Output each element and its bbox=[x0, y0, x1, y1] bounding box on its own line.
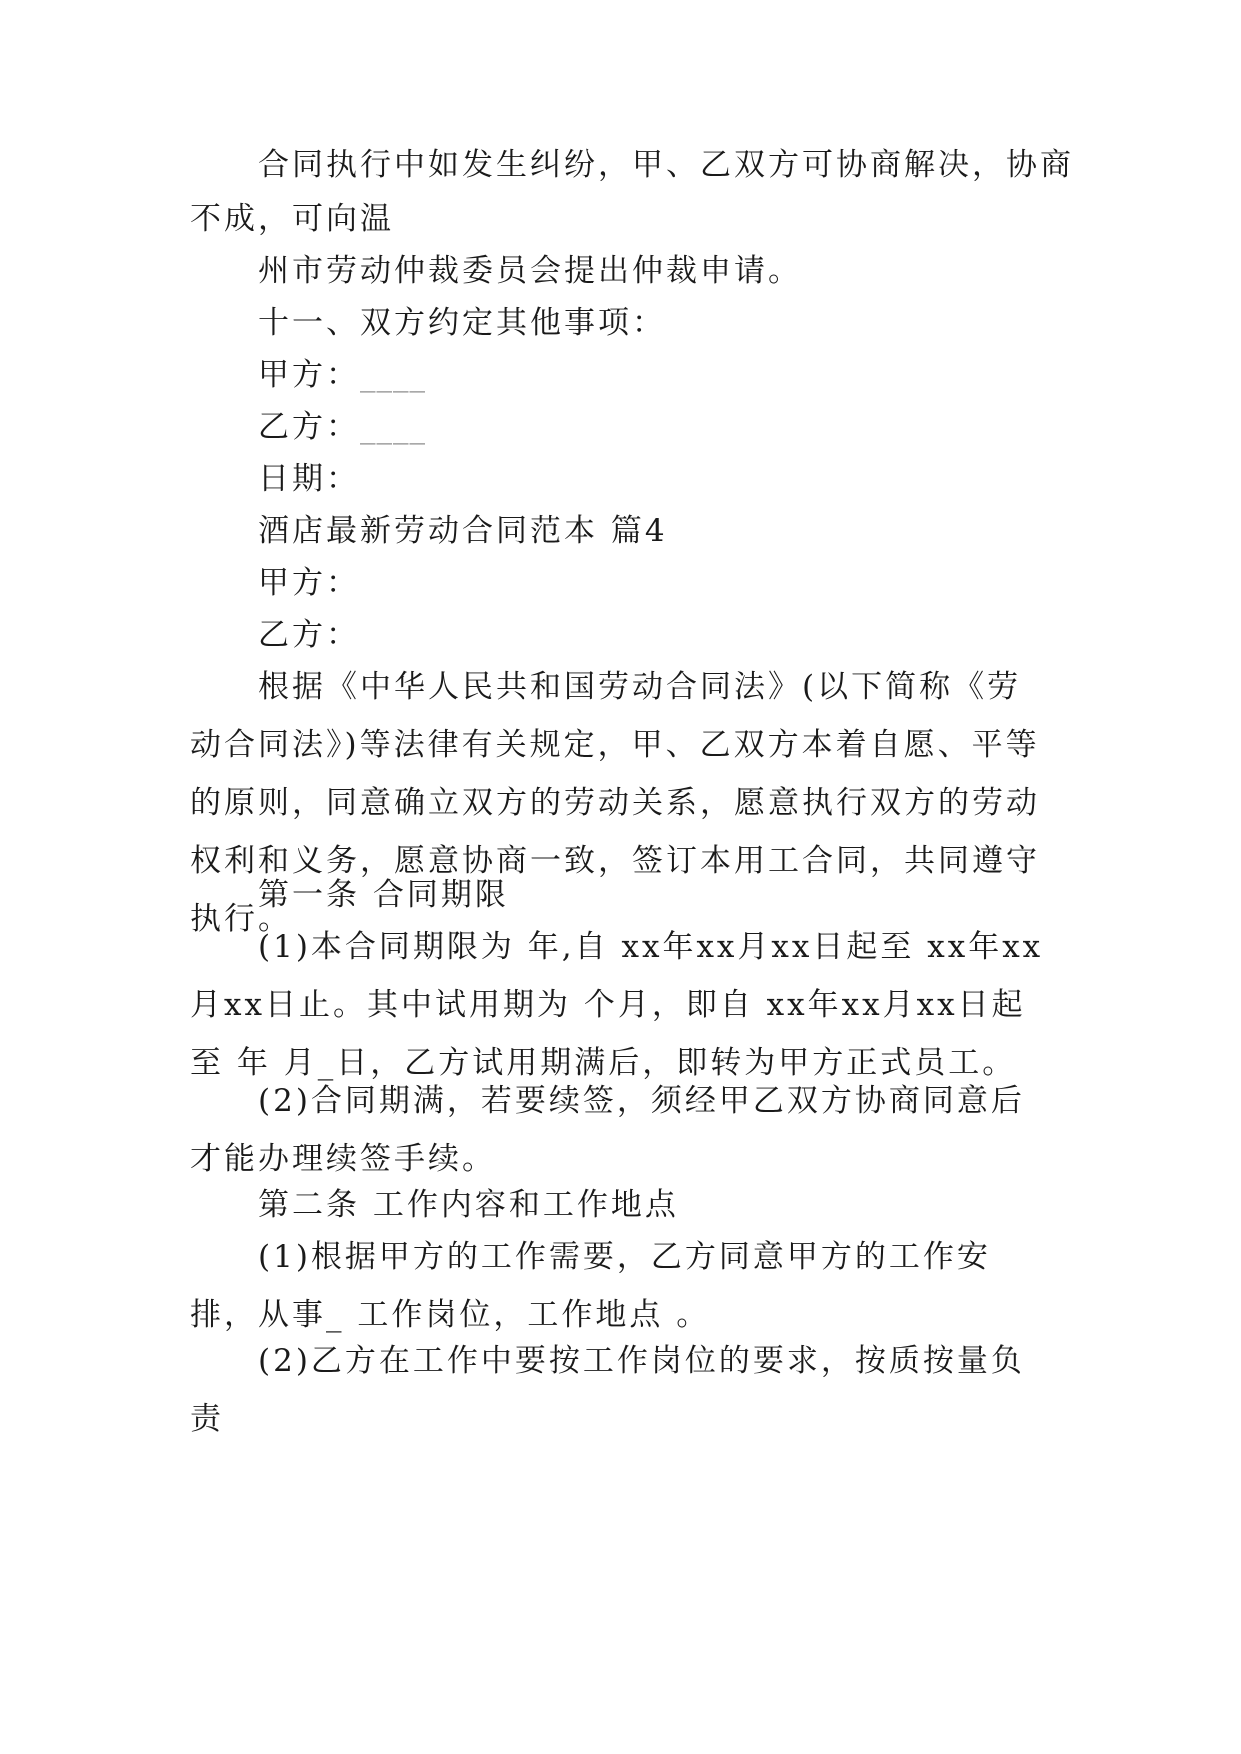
article-two-clause-2: (2)乙方在工作中要按工作岗位的要求，按质按量负责 bbox=[190, 1343, 1025, 1437]
paragraph-dispute-line1: 合同执行中如发生纠纷，甲、乙双方可协商解决，协商 bbox=[258, 147, 1074, 183]
signature-party-a bbox=[258, 346, 426, 404]
signature-party-b-blank: ____ bbox=[360, 409, 426, 445]
paragraph-arbitration: 州市劳动仲裁委员会提出仲裁申请。 bbox=[258, 253, 802, 289]
signature-party-b bbox=[258, 398, 426, 456]
party-b-label: 乙方： bbox=[258, 617, 360, 653]
contract-title: 酒店最新劳动合同范本 篇4 bbox=[258, 513, 668, 549]
article-one-heading: 第一条 合同期限 bbox=[258, 877, 509, 913]
article-two-heading: 第二条 工作内容和工作地点 bbox=[258, 1187, 679, 1223]
signature-date: 日期： bbox=[258, 461, 360, 497]
signature-party-a-label: 甲方： bbox=[258, 357, 360, 393]
paragraph-legal-basis: 根据《中华人民共和国劳动合同法》(以下简称《劳动合同法》)等法律有关规定，甲、乙双方本着自愿、平等的原则，同意确立双方的劳动关系，愿意执行双方的劳动权利和义务，愿意协商一致，签订本用工合同，共同遵守执行。 bbox=[190, 669, 1040, 937]
signature-party-b-label: 乙方： bbox=[258, 409, 360, 445]
article-one-clause-2: (2)合同期满，若要续签，须经甲乙双方协商同意后才能办理续签手续。 bbox=[190, 1083, 1025, 1177]
clause-eleven-heading: 十一、双方约定其他事项： bbox=[258, 305, 666, 341]
article-two-clause-1: (1)根据甲方的工作需要，乙方同意甲方的工作安排，从事_ 工作岗位，工作地点 。 bbox=[190, 1239, 991, 1333]
paragraph-dispute-line2: 不成，可向温 bbox=[190, 201, 394, 237]
party-a-label: 甲方： bbox=[258, 565, 360, 601]
article-one-clause-1: (1)本合同期限为 年,自 xx年xx月xx日起至 xx年xx月xx日止。其中试用期为 个月，即自 xx年xx月xx日起至 年 月_日，乙方试用期满后，即转为甲方正式员工。 bbox=[190, 929, 1044, 1081]
signature-party-a-blank: ____ bbox=[360, 357, 426, 393]
